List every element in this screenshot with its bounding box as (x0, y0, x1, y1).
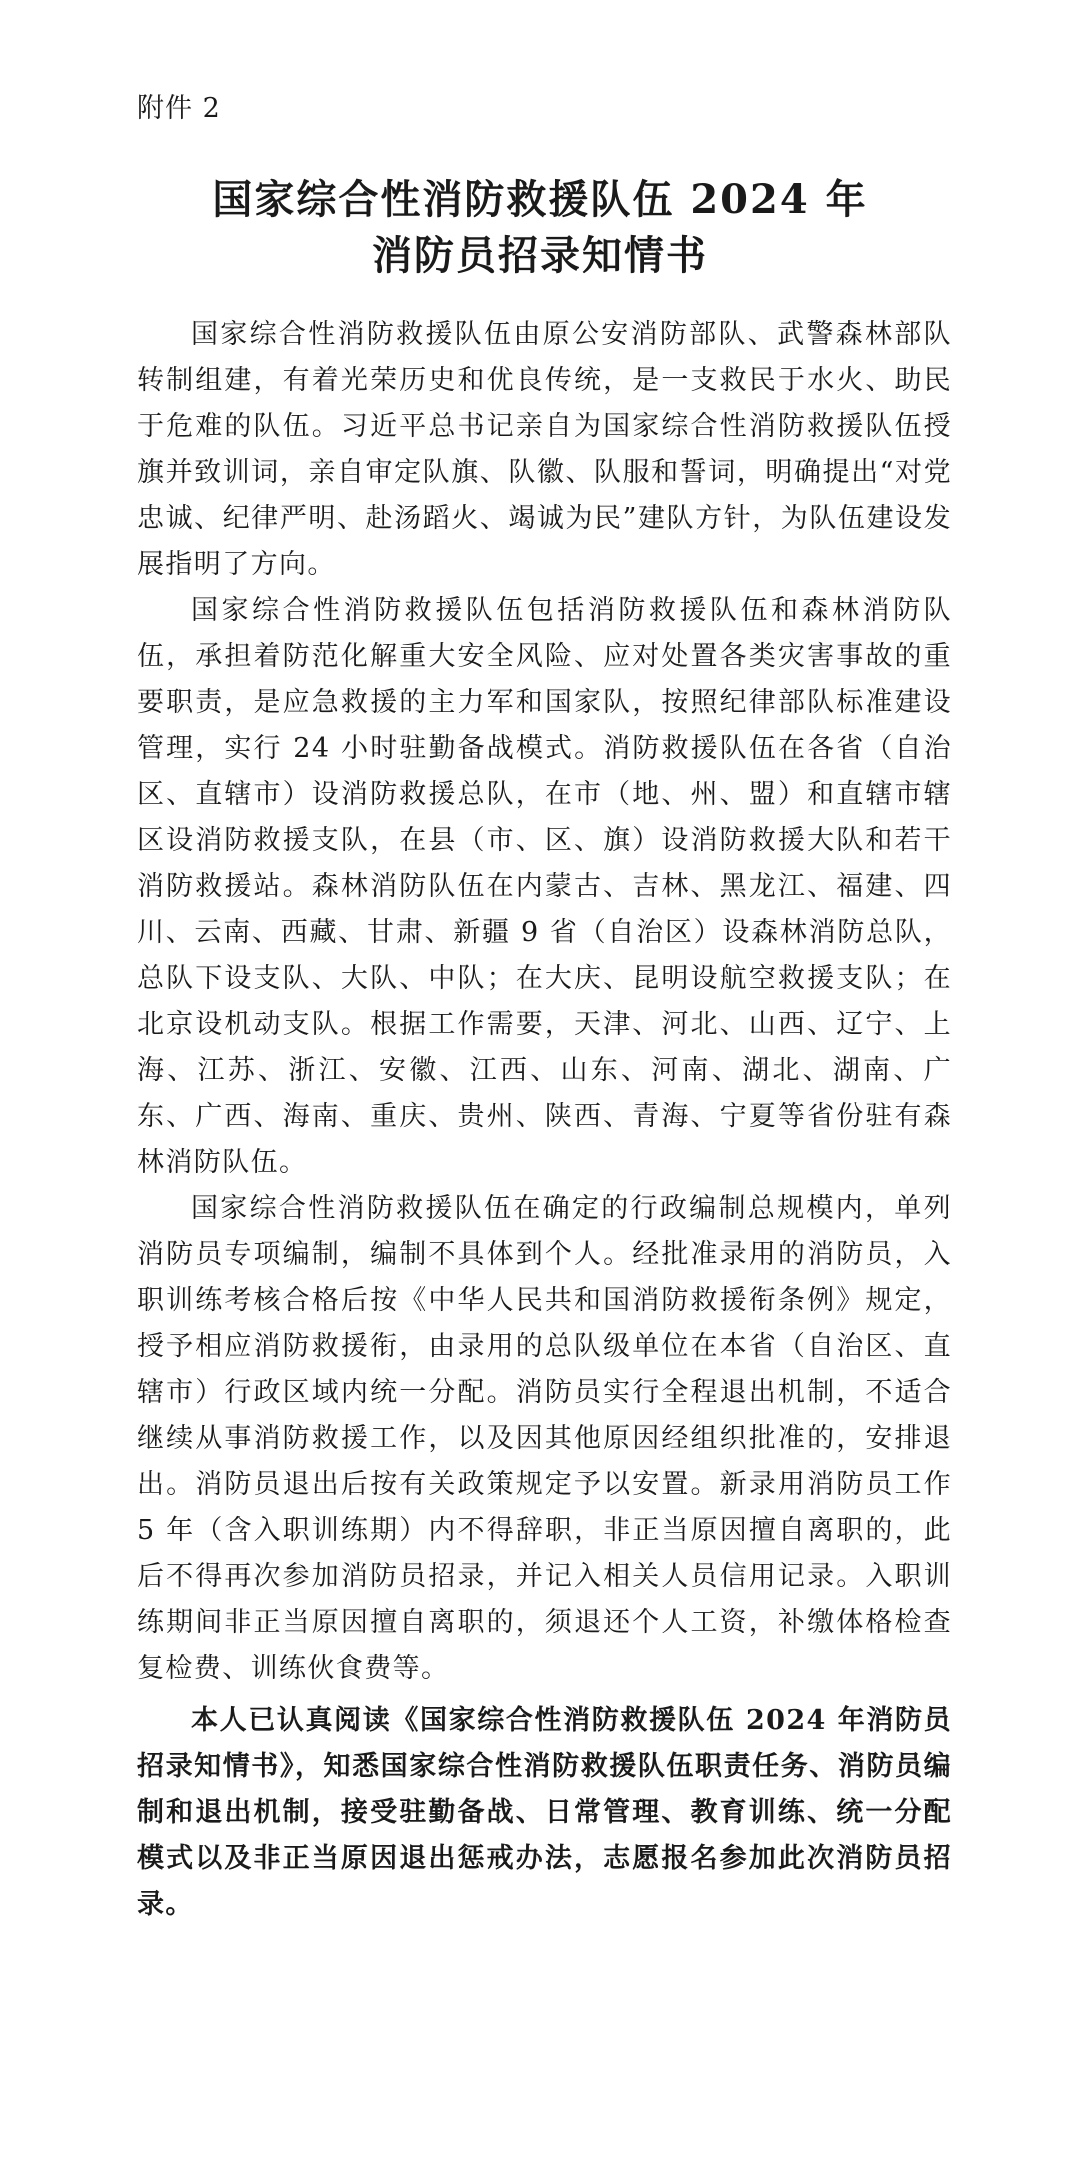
paragraph-intro: 国家综合性消防救援队伍由原公安消防部队、武警森林部队转制组建，有着光荣历史和优良传统，是一支救民于水火、助民于危难的队伍。习近平总书记亲自为国家综合性消防救援队伍授旗并致训词，亲自审定队旗、队徽、队服和誓词，明确提出“对党忠诚、纪律严明、赴汤蹈火、竭诚为民”建队方针，为队伍建设发展指明了方向。 (137, 319, 952, 580)
document-title-line-1: 国家综合性消防救援队伍 2024 年 (212, 176, 868, 223)
paragraph-organization: 国家综合性消防救援队伍包括消防救援队伍和森林消防队伍，承担着防范化解重大安全风险、应对处置各类灾害事故的重要职责，是应急救援的主力军和国家队，按照纪律部队标准建设管理，实行 24 小时驻勤备战模式。消防救援队伍在各省（自治区、直辖市）设消防救援总队，在市（地、州、盟）和直辖市辖区设消防救援支队，在县（市、区、旗）设消防救援大队和若干消防救援站。森林消防队伍在内蒙古、吉林、黑龙江、福建、四川、云南、西藏、甘肃、新疆 9 省（自治区）设森林消防总队，总队下设支队、大队、中队；在大庆、昆明设航空救援支队；在北京设机动支队。根据工作需要，天津、河北、山西、辽宁、上海、江苏、浙江、安徽、江西、山东、河南、湖北、湖南、广东、广西、海南、重庆、贵州、陕西、青海、宁夏等省份驻有森林消防队伍。 (137, 595, 952, 1178)
declaration-paragraph: 本人已认真阅读《国家综合性消防救援队伍 2024 年消防员招录知情书》，知悉国家综合性消防救援队伍职责任务、消防员编制和退出机制，接受驻勤备战、日常管理、教育训练、统一分配模式以及非正当原因退出惩戒办法，志愿报名参加此次消防员招录。 (137, 1705, 952, 1920)
document-title-line-2: 消防员招录知情书 (372, 232, 708, 279)
paragraph-staffing: 国家综合性消防救援队伍在确定的行政编制总规模内，单列消防员专项编制，编制不具体到个人。经批准录用的消防员，入职训练考核合格后按《中华人民共和国消防救援衔条例》规定，授予相应消防救援衔，由录用的总队级单位在本省（自治区、直辖市）行政区域内统一分配。消防员实行全程退出机制，不适合继续从事消防救援工作，以及因其他原因经组织批准的，安排退出。消防员退出后按有关政策规定予以安置。新录用消防员工作 5 年（含入职训练期）内不得辞职，非正当原因擅自离职的，此后不得再次参加消防员招录，并记入相关人员信用记录。入职训练期间非正当原因擅自离职的，须退还个人工资，补缴体格检查复检费、训练伙食费等。 (137, 1193, 952, 1684)
attachment-label: 附件 2 (137, 93, 221, 124)
document-body (137, 312, 952, 1928)
